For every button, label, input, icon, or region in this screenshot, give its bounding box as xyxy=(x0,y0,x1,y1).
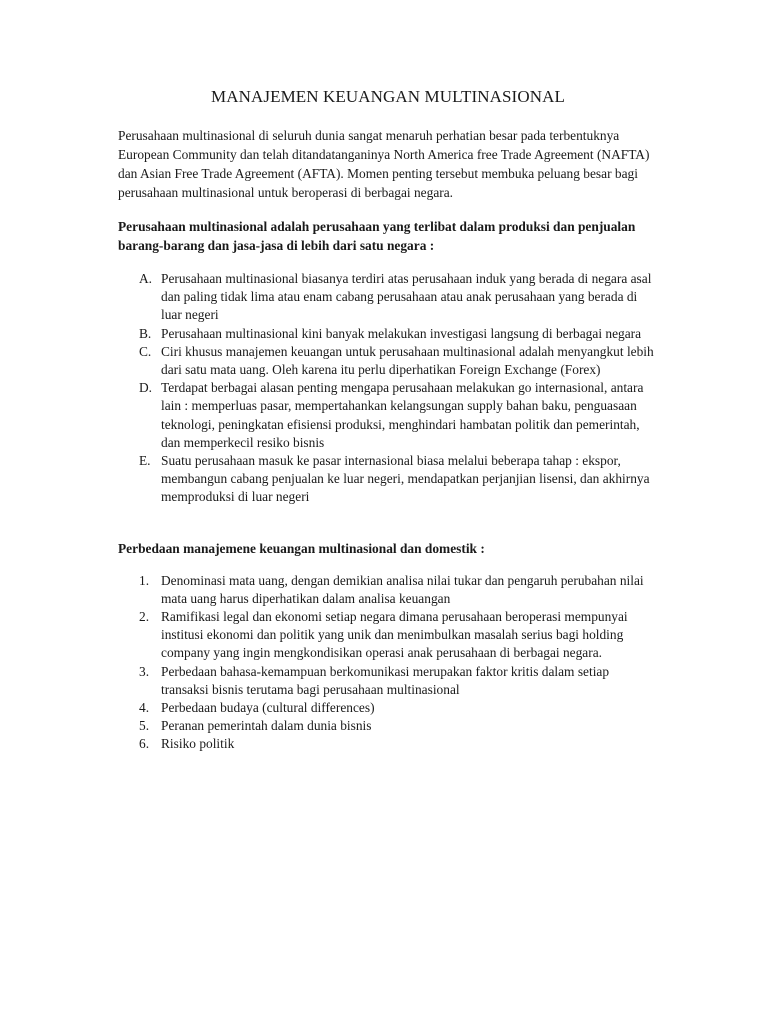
list-item xyxy=(118,452,658,507)
list-marker: 6. xyxy=(139,736,150,752)
list-item-text: Suatu perusahaan masuk ke pasar internasional biasa melalui beberapa tahap : ekspor, membangun cabang penjualan ke luar negeri, mendapatkan perjanjian lisensi, dan akhirnya memproduksi di luar negeri xyxy=(161,453,650,505)
list-item-text: Perusahaan multinasional biasanya terdiri atas perusahaan induk yang berada di negara asal dan paling tidak lima atau enam cabang perusahaan atau anak perusahaan yang berada di luar negeri xyxy=(161,271,652,323)
list-item xyxy=(118,572,658,608)
list-item-text: Peranan pemerintah dalam dunia bisnis xyxy=(161,718,372,734)
definition-heading: Perusahaan multinasional adalah perusahaan yang terlibat dalam produksi dan penjualan barang-barang dan jasa-jasa di lebih dari satu negara : xyxy=(118,219,636,253)
list-item-text: Perbedaan bahasa-kemampuan berkomunikasi merupakan faktor kritis dalam setiap transaksi bisnis terutama bagi perusahaan multinasional xyxy=(161,663,610,697)
list-marker: A. xyxy=(139,271,153,286)
numbered-list xyxy=(118,572,658,754)
list-marker: 2. xyxy=(139,609,150,625)
list-item xyxy=(118,608,658,663)
list-item-text: Ciri khusus manajemen keuangan untuk perusahaan multinasional adalah menyangkut lebih dari satu mata uang. Oleh karena itu perlu diperhatikan Foreign Exchange (Forex) xyxy=(161,343,654,378)
list-item-text: Perusahaan multinasional kini banyak melakukan investigasi langsung di berbagai negara xyxy=(161,325,642,341)
list-item xyxy=(118,343,658,379)
list-item xyxy=(118,379,658,452)
list-item xyxy=(118,735,658,753)
list-marker: B. xyxy=(139,325,152,341)
list-marker: 5. xyxy=(139,718,150,734)
list-marker: C. xyxy=(139,343,152,359)
list-marker: D. xyxy=(139,380,153,396)
list-item xyxy=(118,699,658,717)
page-title: MANAJEMEN KEUANGAN MULTINASIONAL xyxy=(211,87,565,106)
list-item-text: Terdapat berbagai alasan penting mengapa perusahaan melakukan go internasional, antara lain : memperluas pasar, mempertahankan kelangsungan supply bahan baku, penguasaan teknologi, peningkatan efisiensi produksi, menghindari hambatan politik dan pemerintah, dan memperkecil resiko bisnis xyxy=(161,380,644,450)
list-item-text: Ramifikasi legal dan ekonomi setiap negara dimana perusahaan beroperasi mempunyai institusi ekonomi dan politik yang unik dan menimbulkan masalah serius bagi holding company yang ingin mengkondisikan operasi anak perusahaan di berbagai negara. xyxy=(161,609,628,661)
list-item xyxy=(118,325,658,343)
list-item-text: Denominasi mata uang, dengan demikian analisa nilai tukar dan pengaruh perubahan nilai mata uang harus diperhatikan dalam analisa keuangan xyxy=(161,572,644,606)
list-item-text: Risiko politik xyxy=(161,736,235,752)
list-item-text: Perbedaan budaya (cultural differences) xyxy=(161,700,375,716)
list-item xyxy=(118,663,658,699)
alpha-list xyxy=(118,270,658,507)
list-marker: E. xyxy=(139,453,151,469)
list-item xyxy=(118,717,658,735)
list-marker: 3. xyxy=(139,663,150,679)
list-marker: 1. xyxy=(139,572,150,588)
list-item xyxy=(118,270,658,325)
difference-heading: Perbedaan manajemene keuangan multinasional dan domestik : xyxy=(118,540,485,556)
intro-paragraph: Perusahaan multinasional di seluruh dunia sangat menaruh perhatian besar pada terbentuknya European Community dan telah ditandatanganinya North America free Trade Agreement (NAFTA) dan Asian Free Trade Agreement (AFTA). Momen penting tersebut membuka peluang besar bagi perusahaan multinasional untuk beroperasi di berbagai negara. xyxy=(118,128,650,200)
document-content xyxy=(118,86,658,754)
list-marker: 4. xyxy=(139,700,150,716)
